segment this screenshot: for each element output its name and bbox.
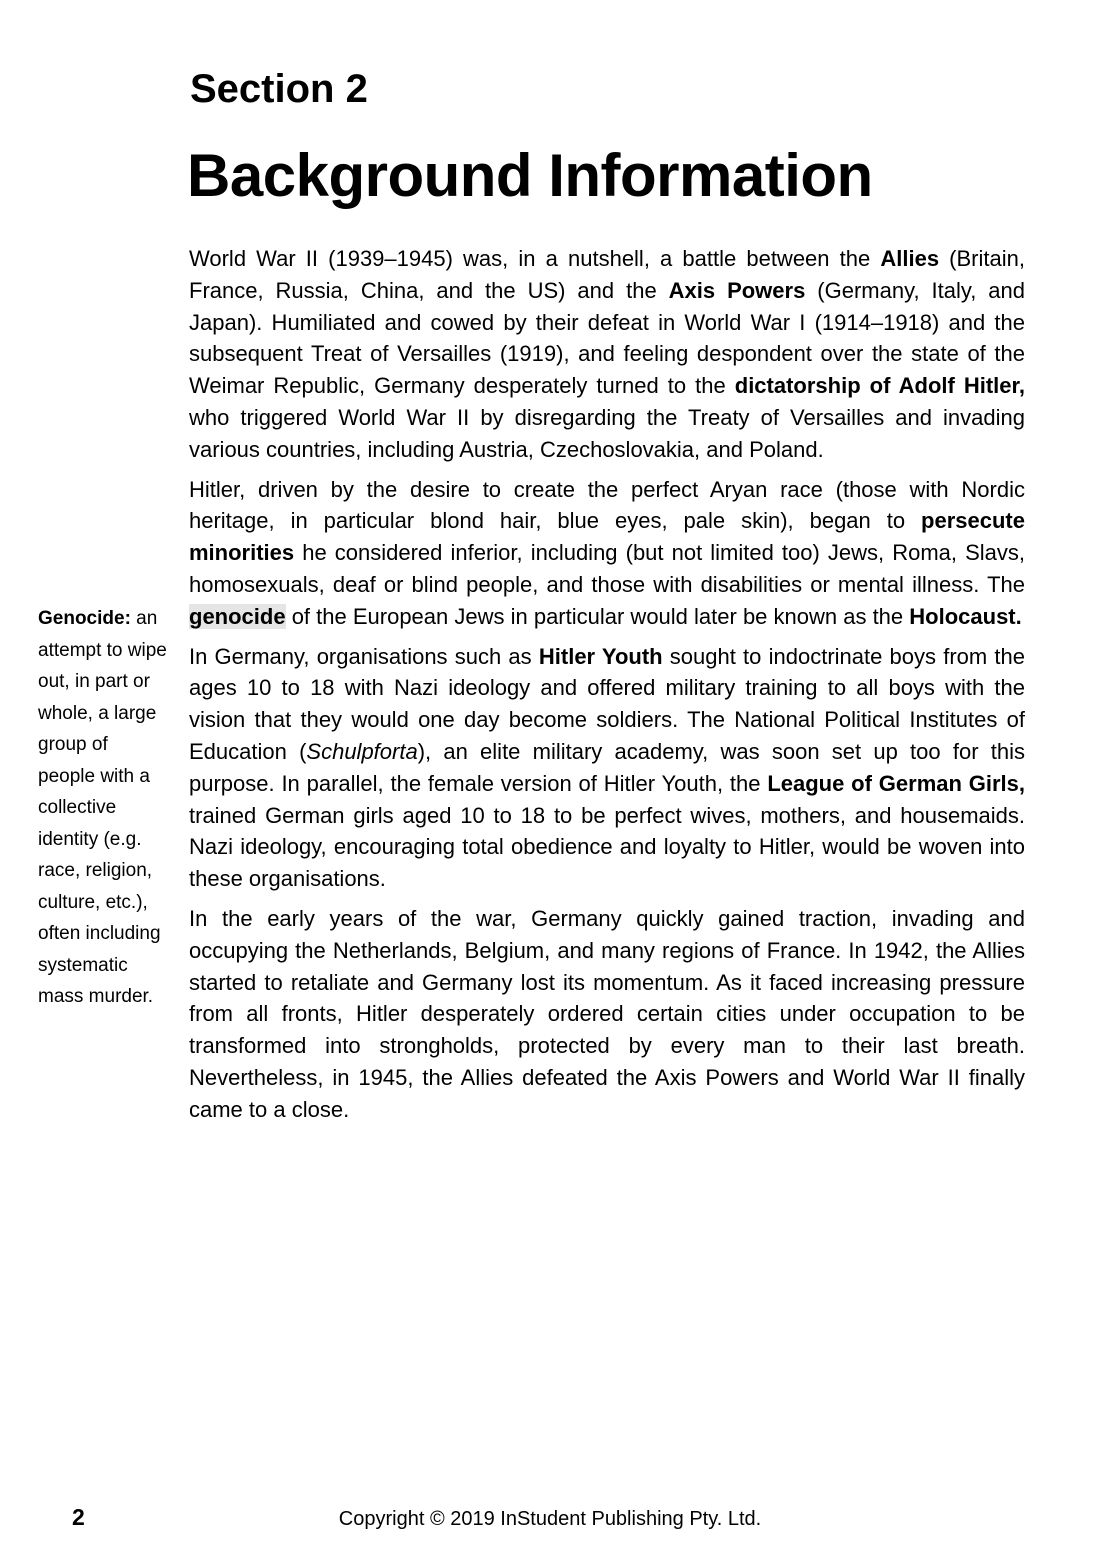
body-paragraph xyxy=(189,243,1025,466)
text-segment: (Britain, France, Russia, China, and the US) and the xyxy=(189,246,1025,303)
text-segment: sought to indoctrinate boys from the ages 10 to 18 with Nazi ideology and offered military training to all boys with the vision that they would one day become soldiers. The National Political Institutes of Education ( xyxy=(189,643,1026,764)
body-text-column xyxy=(189,243,1025,1134)
text-segment: ), an elite military academy, was soon set up too for this purpose. In parallel, the female version of Hitler Youth, the xyxy=(189,738,1025,796)
text-segment: who triggered World War II by disregarding the Treaty of Versailles and invading various countries, including Austria, Czechoslovakia, and Poland. xyxy=(189,404,1025,462)
text-segment: In the early years of the war, Germany quickly gained traction, invading and occupying the Netherlands, Belgium, and many regions of France. In 1942, the Allies started to retaliate and Germany lost its momentum. As it faced increasing pressure from all fronts, Hitler desperately ordered certain cities under occupation to be transformed into strongholds, protected by every man to their last breath. Nevertheless, in 1945, the Allies defeated the Axis Powers and World War II finally came to a close. xyxy=(189,905,1025,1122)
bold-text: Hitler Youth xyxy=(538,643,663,669)
text-segment: (Germany, Italy, and Japan). Humiliated and cowed by their defeat in World War I (1914–1918) and the subsequent Treat of Versailles (1919), and feeling despondent over the state of the Weimar Republic, Germany desperately turned to the xyxy=(189,277,1025,399)
margin-note-genocide-definition xyxy=(38,603,169,1013)
text-segment: trained German girls aged 10 to 18 to be perfect wives, mothers, and housemaids. Nazi ideology, encouraging total obedience and loyalty to Hitler, would be woven into these organisations. xyxy=(189,802,1025,892)
section-label: Section 2 xyxy=(190,67,368,111)
bold-text: Holocaust. xyxy=(909,603,1022,629)
bold-text: Genocide: xyxy=(38,608,131,629)
body-paragraph xyxy=(189,903,1025,1126)
bold-text: persecute minorities xyxy=(189,508,1025,566)
italic-text: Schulpforta xyxy=(306,738,418,764)
body-paragraph xyxy=(189,641,1025,895)
text-segment: he considered inferior, including (but not limited too) Jews, Roma, Slavs, homosexuals, deaf or blind people, and those with disabilities or mental illness. The xyxy=(189,540,1025,597)
body-paragraph xyxy=(189,474,1025,633)
highlighted-term: genocide xyxy=(189,603,286,629)
text-segment: an attempt to wipe out, in part or whole, a large group of people with a collective identity (e.g. race, religion, culture, etc.), often including systematic mass murder. xyxy=(38,608,167,1007)
bold-text: Axis Powers xyxy=(668,277,806,303)
text-segment: Hitler, driven by the desire to create the perfect Aryan race (those with Nordic heritage, in particular blond hair, blue eyes, pale skin), began to xyxy=(189,476,1025,534)
bold-text: Allies xyxy=(880,246,940,271)
page-title: Background Information xyxy=(187,142,873,209)
text-segment: World War II (1939–1945) was, in a nutshell, a battle between the xyxy=(189,246,881,271)
text-segment: of the European Jews in particular would later be known as the xyxy=(285,603,910,629)
bold-text: League of German Girls, xyxy=(767,770,1026,796)
bold-text: dictatorship of Adolf Hitler, xyxy=(734,373,1025,399)
text-segment: In Germany, organisations such as xyxy=(189,643,539,669)
footer-page-number: 2 xyxy=(72,1504,85,1530)
footer-copyright: Copyright © 2019 InStudent Publishing Pty. Ltd. xyxy=(338,1508,762,1530)
